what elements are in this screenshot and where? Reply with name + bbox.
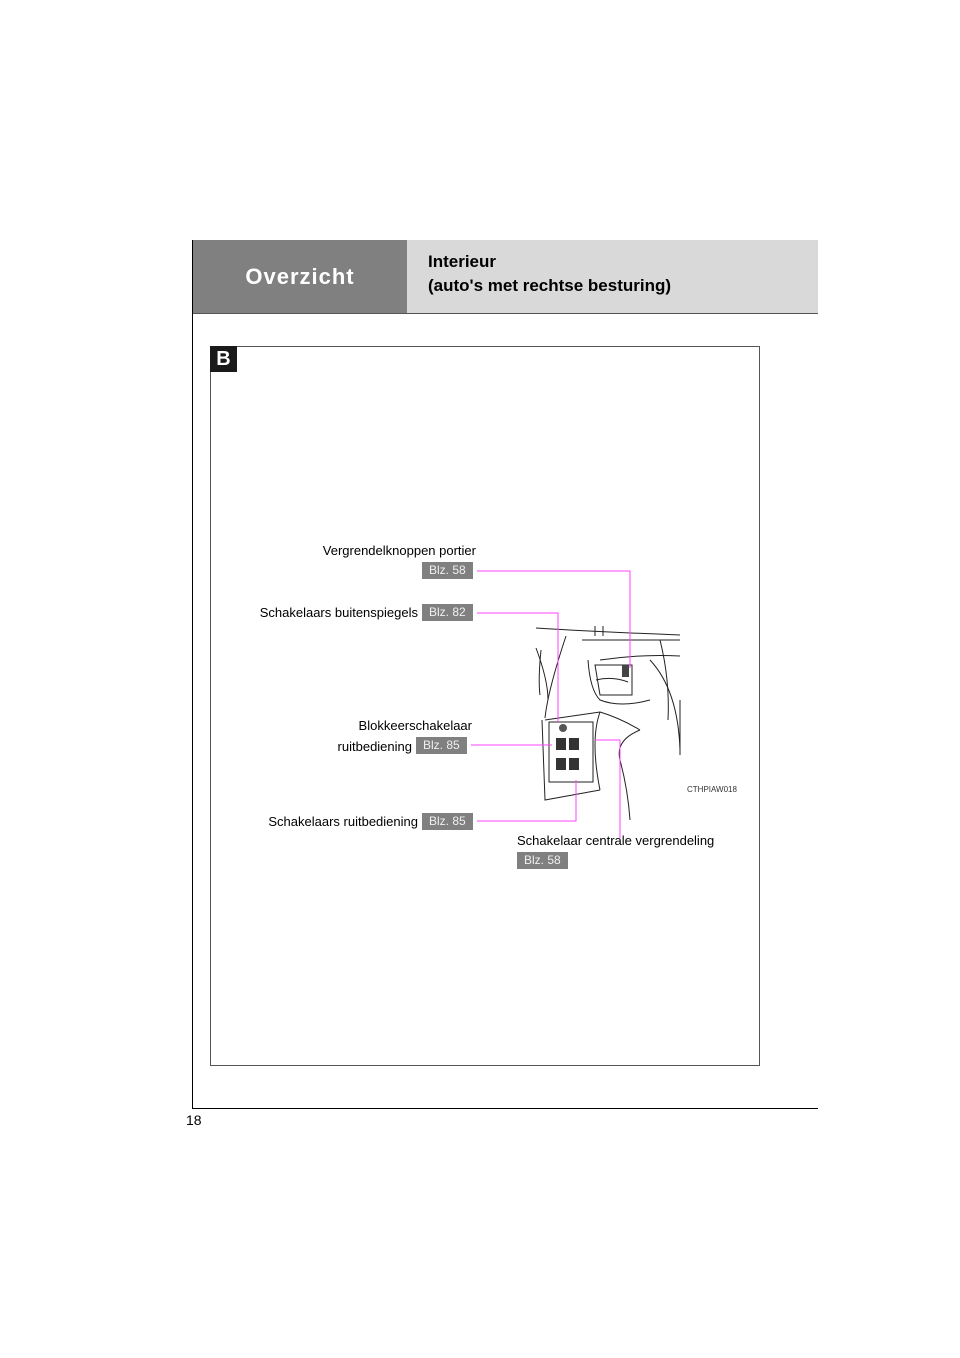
image-code: CTHPIAW018 xyxy=(687,785,737,794)
footer-rule xyxy=(192,1108,818,1109)
window-switch-ref: Blz. 85 xyxy=(422,813,473,830)
switch-panel xyxy=(549,665,629,782)
page-title-line1: Interieur xyxy=(428,252,497,271)
door-lock-knob xyxy=(622,665,629,677)
door-lock-ref: Blz. 58 xyxy=(422,562,473,579)
lock-switch-label-line2: ruitbediening xyxy=(337,739,412,754)
mirror-switch-label: Schakelaars buitenspiegels xyxy=(259,605,418,620)
section-title: Overzicht xyxy=(245,263,355,289)
page-title-line2: (auto's met rechtse besturing) xyxy=(428,276,672,295)
central-lock-label: Schakelaar centrale vergrendeling xyxy=(517,833,715,848)
leader-lines xyxy=(471,571,630,838)
door-lock-label: Vergrendelknoppen portier xyxy=(322,543,476,558)
lock-switch-label-line1: Blokkeerschakelaar xyxy=(358,718,472,733)
mirror-knob xyxy=(559,724,567,732)
page-number: 18 xyxy=(186,1112,202,1128)
central-lock-ref: Blz. 58 xyxy=(517,852,568,869)
window-switch-label: Schakelaars ruitbediening xyxy=(268,814,418,829)
section-badge: B xyxy=(210,346,237,372)
mirror-switch-ref: Blz. 82 xyxy=(422,604,473,621)
lock-switch-ref: Blz. 85 xyxy=(416,737,467,754)
